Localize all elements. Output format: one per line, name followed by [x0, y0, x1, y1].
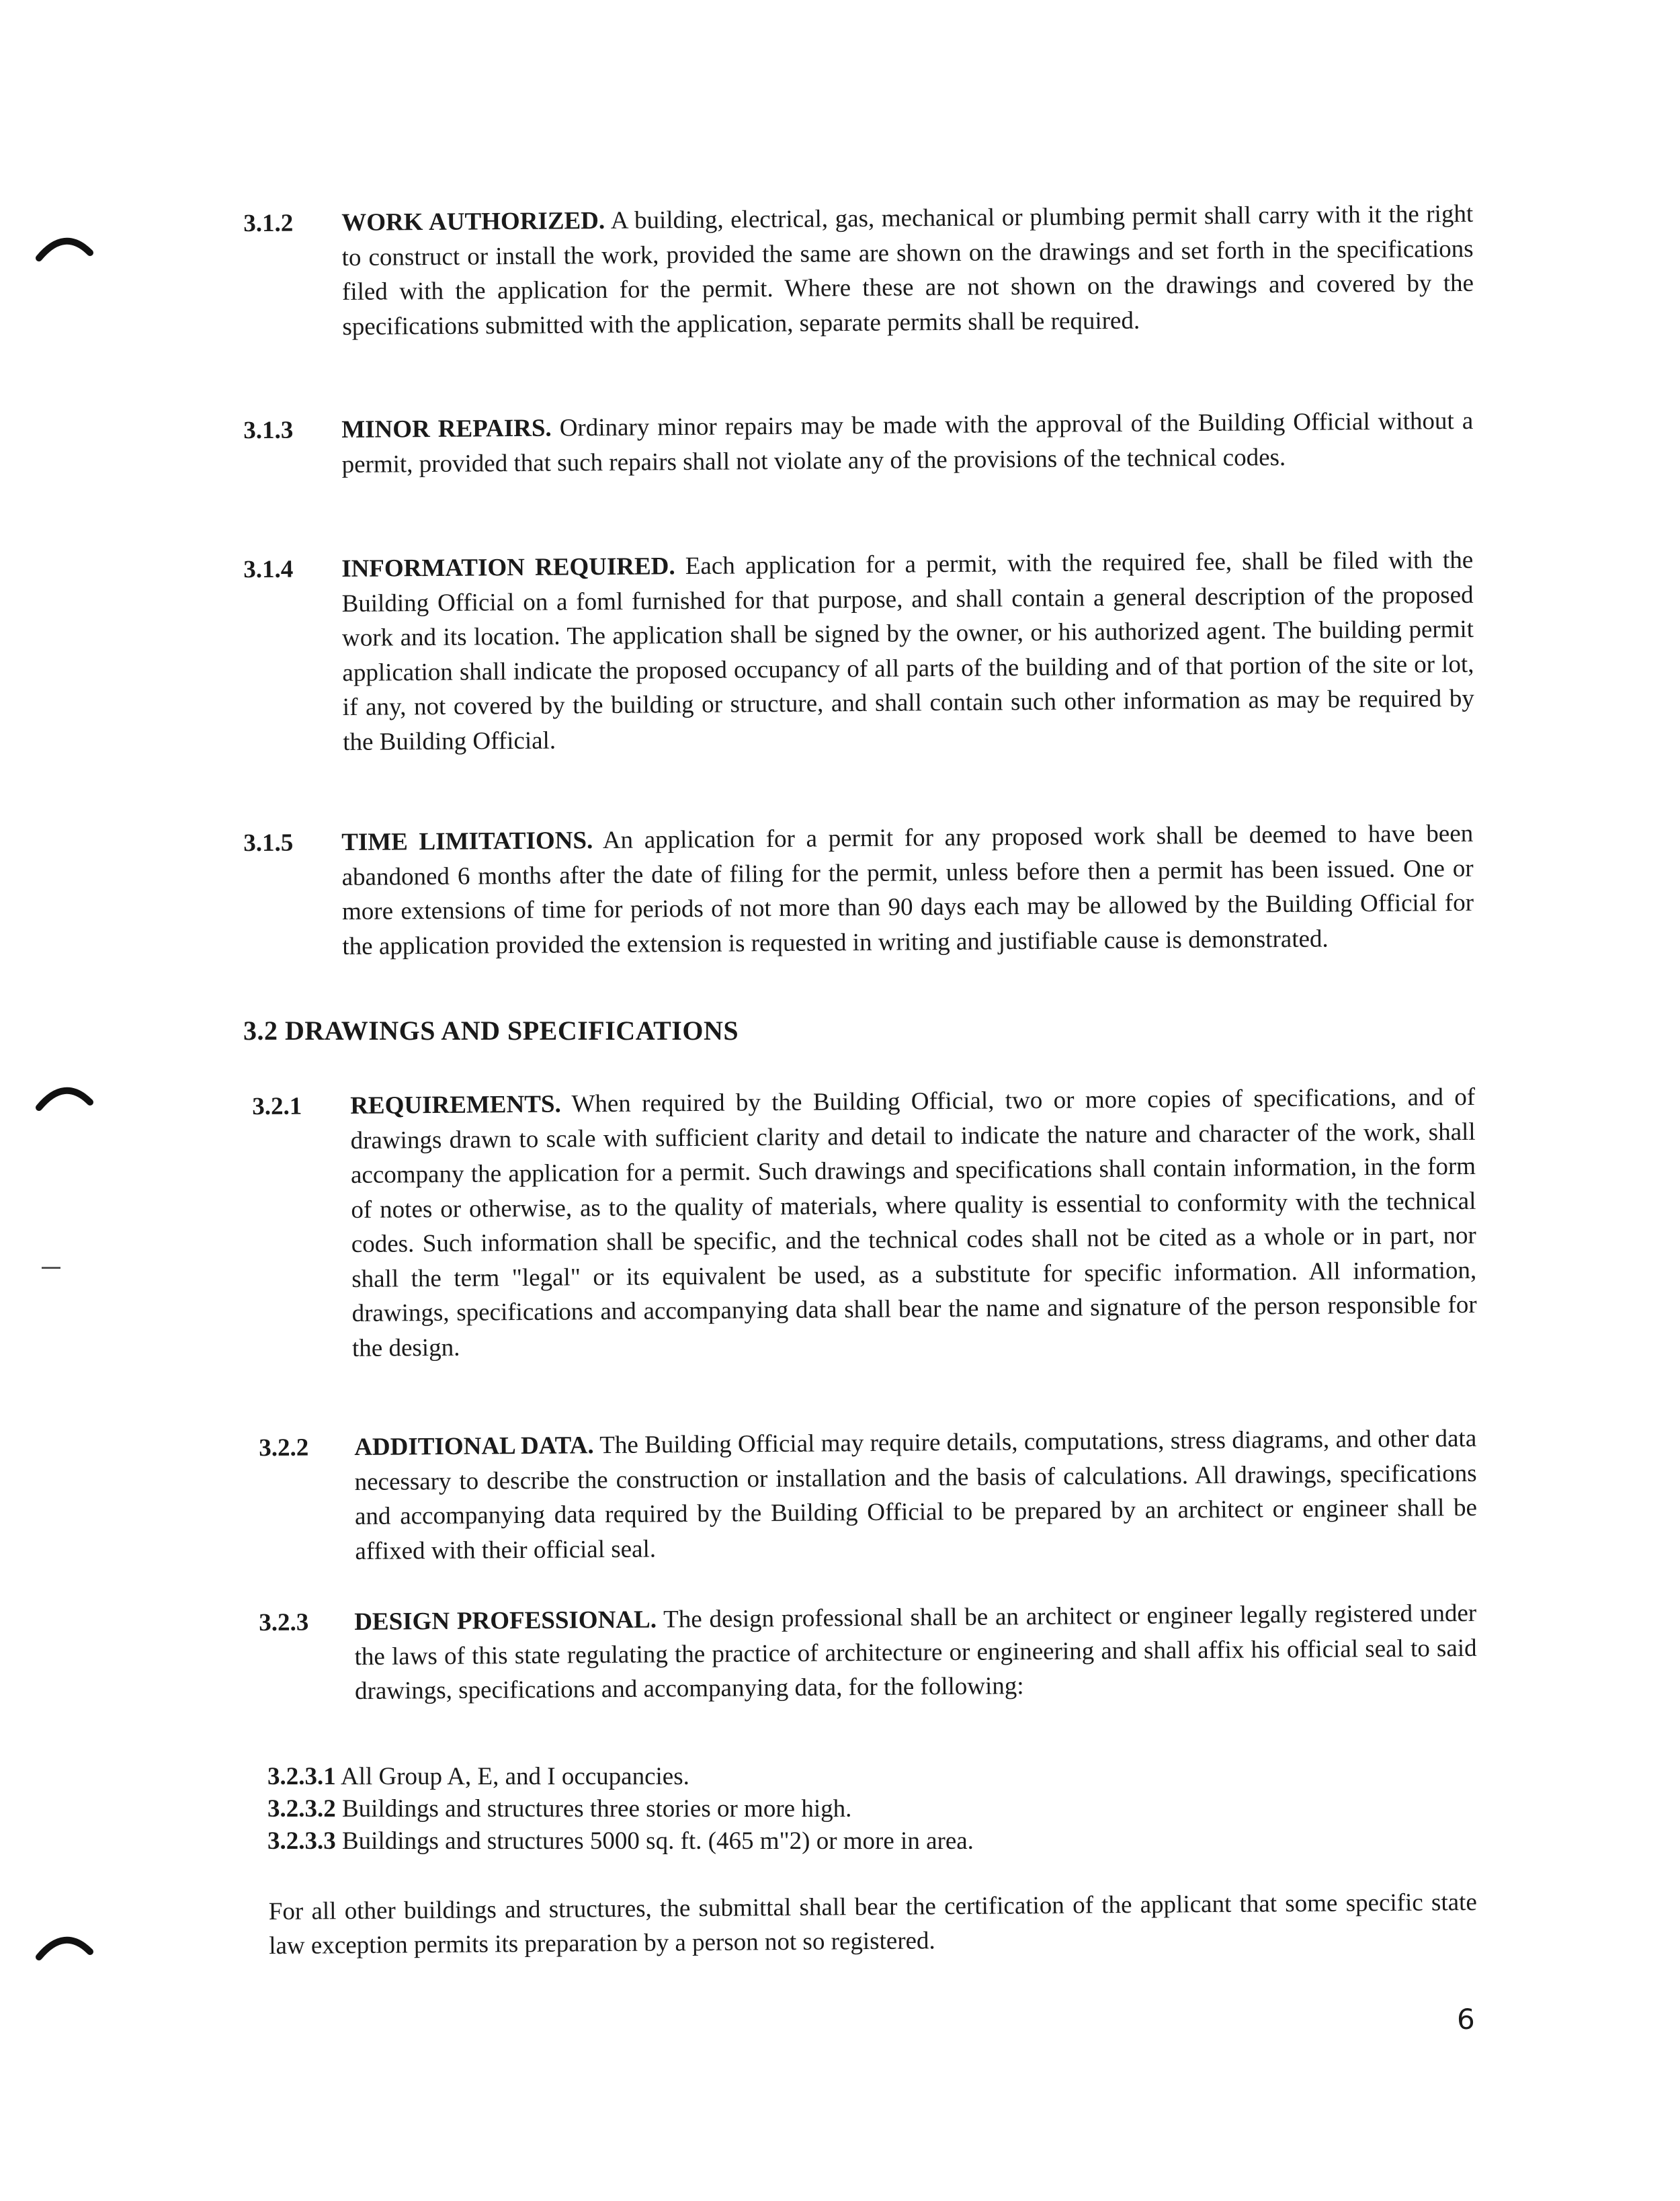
section-3-2-1	[252, 1080, 1477, 1362]
list-item	[267, 1827, 974, 1856]
section-body	[341, 543, 1474, 759]
section-body	[341, 404, 1474, 482]
section-text: When required by the Building Official, two or more copies of specifications, and of drawings drawn to scale with sufficient clarity and detail to indicate the nature and character of the work, shall accompany the application for a permit. Such drawings and specifications shall contain information, in the form of notes or otherwise, as to the quality of materials, where quality is essential to conformity with the technical codes. Such information shall be specific, and the technical codes shall not be cited as a whole or in part, nor shall the term "legal" or its equivalent be used, as a substitute for specific information. All information, drawings, specifications and accompanying data shall bear the name and signature of the person responsible for the design.	[350, 1083, 1477, 1362]
section-number: 3.1.5	[243, 829, 294, 858]
punch-hole-mark	[35, 226, 94, 266]
section-text: The design professional shall be an architect or engineer legally registered under the laws of this state regulating the practice of architecture or engineering and shall affix his official seal to said drawings, specifications and accompanying data, for the following:	[354, 1599, 1477, 1705]
section-text: An application for a permit for any proposed work shall be deemed to have been abandoned 6 months after the date of filing for the permit, unless before then a permit has been issued. One or more extensions of time for periods of not more than 90 days each may be allowed by the Building Official for the application provided the extension is requested in writing and justifiable cause is demonstrated.	[341, 819, 1474, 960]
section-number: 3.1.4	[243, 555, 294, 584]
list-item	[267, 1762, 689, 1791]
list-text: All Group A, E, and I occupancies.	[340, 1763, 689, 1790]
closing-paragraph: For all other buildings and structures, the submittal shall bear the certification of the applicant that some specific state law exception permits its preparation by a person not so registered.	[268, 1888, 1477, 1960]
list-item	[267, 1794, 851, 1823]
section-body	[341, 817, 1474, 964]
section-number: 3.2.1	[252, 1092, 302, 1121]
section-body	[341, 197, 1474, 344]
list-number: 3.2.3.3	[267, 1827, 336, 1855]
section-3-1-4	[243, 543, 1474, 756]
section-heading: DESIGN PROFESSIONAL.	[354, 1606, 657, 1636]
page-number: 6	[1457, 2003, 1475, 2036]
section-number: 3.2.3	[259, 1608, 309, 1637]
section-3-1-5	[243, 817, 1474, 960]
list-number: 3.2.3.1	[267, 1763, 336, 1790]
section-3-1-3	[243, 404, 1474, 479]
section-3-1-2	[243, 197, 1474, 341]
punch-hole-mark	[35, 1925, 94, 1965]
section-heading: WORK AUTHORIZED.	[341, 206, 605, 237]
section-number: 3.2.2	[259, 1434, 309, 1462]
section-3-2-3	[259, 1596, 1477, 1705]
list-number: 3.2.3.2	[267, 1795, 336, 1823]
punch-hole-mark	[35, 1075, 94, 1116]
section-body	[354, 1421, 1478, 1569]
section-number: 3.1.2	[243, 209, 294, 238]
section-text: The Building Official may require details, computations, stress diagrams, and other data necessary to describe the construction or installation and the basis of calculations. All drawings, specifications and accompanying data required by the Building Official to be prepared by an architect or engineer shall be affixed with their official seal.	[354, 1424, 1478, 1565]
section-heading: ADDITIONAL DATA.	[354, 1431, 594, 1461]
section-text: Ordinary minor repairs may be made with the approval of the Building Official without a permit, provided that such repairs shall not violate any of the provisions of the technical codes.	[341, 407, 1474, 479]
section-heading: INFORMATION REQUIRED.	[341, 552, 675, 583]
list-text: Buildings and structures 5000 sq. ft. (465 m"2) or more in area.	[342, 1827, 974, 1855]
list-text: Buildings and structures three stories or more high.	[342, 1795, 852, 1823]
section-heading: MINOR REPAIRS.	[341, 414, 552, 444]
section-heading: REQUIREMENTS.	[350, 1090, 561, 1120]
section-title: 3.2 DRAWINGS AND SPECIFICATIONS	[243, 1015, 739, 1046]
section-number: 3.1.3	[243, 416, 294, 445]
section-3-2-2	[259, 1421, 1478, 1565]
section-text: A building, electrical, gas, mechanical or plumbing permit shall carry with it the right to construct or install the work, provided the same are shown on the drawings and set forth in the specifications filed with the application for the permit. Where these are not shown on the drawings and covered by the specifications submitted with the application, separate permits shall be required.	[341, 200, 1474, 341]
scan-mark	[42, 1267, 60, 1269]
section-body	[350, 1080, 1477, 1366]
section-heading: TIME LIMITATIONS.	[341, 827, 593, 857]
section-body	[354, 1596, 1477, 1709]
section-text: Each application for a permit, with the required fee, shall be filed with the Building Official on a foml furnished for that purpose, and shall contain a general description of the proposed work and its location. The application shall be signed by the owner, or his authorized agent. The building permit application shall indicate the proposed occupancy of all parts of the building and of that portion of the site or lot, if any, not covered by the building or structure, and shall contain such other information as may be required by the Building Official.	[341, 546, 1474, 756]
